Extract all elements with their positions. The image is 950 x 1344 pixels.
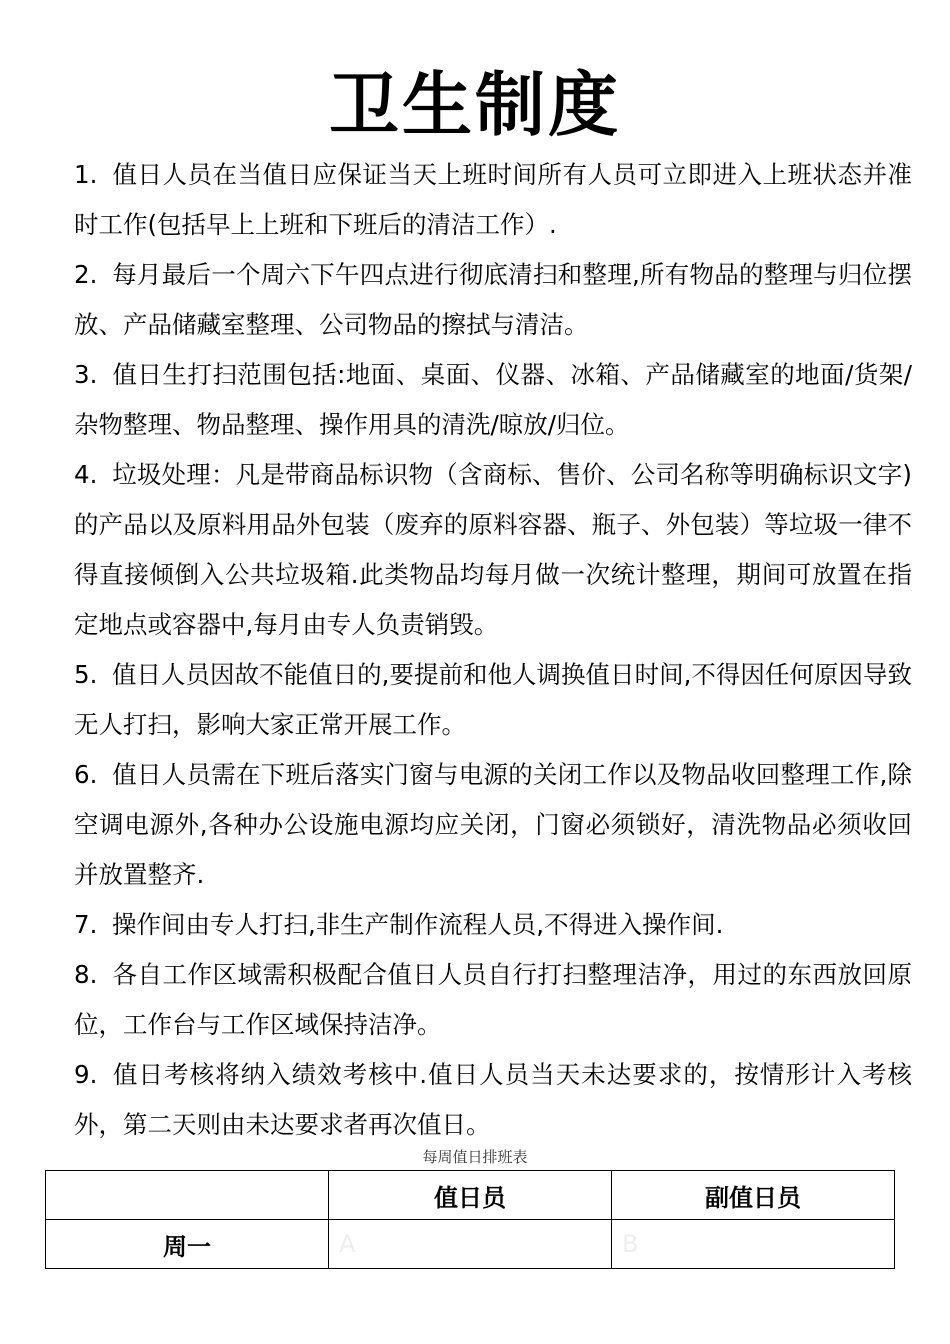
rule-number: 7. — [74, 910, 98, 939]
rule-number: 1. — [74, 160, 98, 189]
rule-number: 9. — [74, 1060, 98, 1089]
rule-text: 值日人员需在下班后落实门窗与电源的关闭工作以及物品收回整理工作,除空调电源外,各种办公设施电源均应关闭，门窗必须锁好，清洗物品必须收回并放置整齐. — [74, 760, 912, 889]
rule-item — [74, 250, 912, 350]
rule-item — [74, 1050, 912, 1150]
table-caption: 每周值日排班表 — [422, 1148, 528, 1166]
table-header-row — [46, 1171, 895, 1220]
rule-item — [74, 950, 912, 1050]
rule-number: 2. — [74, 260, 98, 289]
rule-item — [74, 150, 912, 250]
rule-text: 垃圾处理：凡是带商品标识物（含商标、售价、公司名称等明确标识文字)的产品以及原料用品外包装（废弃的原料容器、瓶子、外包装）等垃圾一律不得直接倾倒入公共垃圾箱.此类物品均每月做一次统计整理，期间可放置在指定地点或容器中,每月由专人负责销毁。 — [74, 460, 912, 639]
rule-text: 各自工作区域需积极配合值日人员自行打扫整理洁净，用过的东西放回原位，工作台与工作区域保持洁净。 — [74, 960, 912, 1039]
rule-item — [74, 900, 912, 950]
rule-number: 5. — [74, 660, 98, 689]
rules-list — [74, 150, 912, 1150]
rule-item — [74, 650, 912, 750]
rule-number: 6. — [74, 760, 98, 789]
page-title: 卫生制度 — [329, 64, 621, 146]
deputy-cell: B — [612, 1220, 895, 1269]
rule-number: 4. — [74, 460, 98, 489]
rule-text: 操作间由专人打扫,非生产制作流程人员,不得进入操作间. — [112, 910, 724, 939]
rule-text: 值日人员因故不能值日的,要提前和他人调换值日时间,不得因任何原因导致无人打扫，影响大家正常开展工作。 — [74, 660, 912, 739]
header-cell-blank — [46, 1171, 329, 1220]
header-cell-deputy: 副值日员 — [612, 1171, 895, 1220]
rule-text: 值日考核将纳入绩效考核中.值日人员当天未达要求的，按情形计入考核外，第二天则由未达要求者再次值日。 — [74, 1060, 912, 1139]
duty-cell: A — [329, 1220, 612, 1269]
rule-number: 3. — [74, 360, 98, 389]
duty-roster-table — [45, 1170, 895, 1269]
table-row — [46, 1220, 895, 1269]
header-cell-duty: 值日员 — [329, 1171, 612, 1220]
rule-item — [74, 350, 912, 450]
rule-item — [74, 450, 912, 650]
day-cell: 周一 — [46, 1220, 329, 1269]
rule-text: 值日人员在当值日应保证当天上班时间所有人员可立即进入上班状态并准时工作(包括早上上班和下班后的清洁工作）. — [74, 160, 912, 239]
rule-text: 值日生打扫范围包括:地面、桌面、仪器、冰箱、产品储藏室的地面/货架/杂物整理、物品整理、操作用具的清洗/晾放/归位。 — [74, 360, 912, 439]
rule-number: 8. — [74, 960, 98, 989]
rule-text: 每月最后一个周六下午四点进行彻底清扫和整理,所有物品的整理与归位摆放、产品储藏室整理、公司物品的擦拭与清洁。 — [74, 260, 912, 339]
rule-item — [74, 750, 912, 900]
